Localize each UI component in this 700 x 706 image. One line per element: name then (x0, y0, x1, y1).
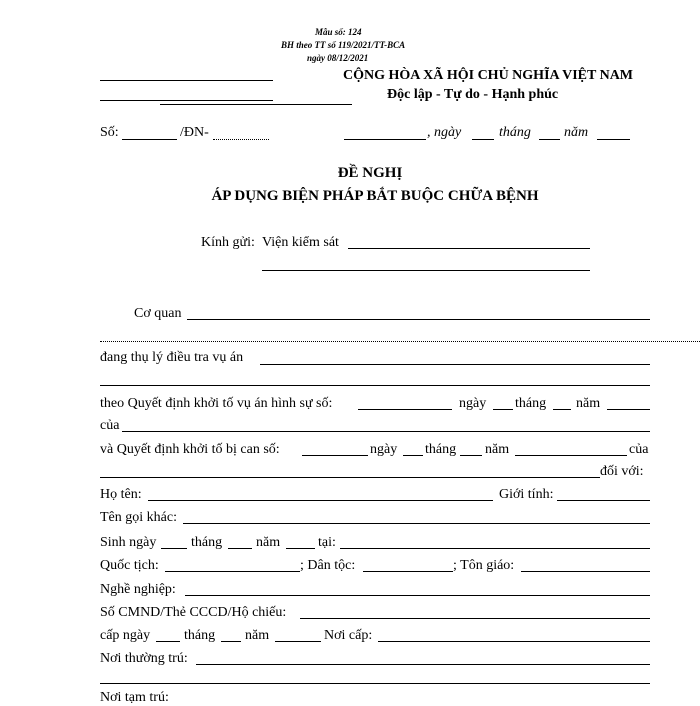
document-subtitle: ÁP DỤNG BIỆN PHÁP BẮT BUỘC CHỮA BỆNH (211, 188, 539, 204)
qd2-month-field[interactable] (460, 455, 482, 456)
noi-cap-field[interactable] (378, 641, 650, 642)
sinh-ngay-label: Sinh ngày (100, 535, 157, 550)
qd1-thang-label: tháng (515, 396, 547, 411)
date-day-field[interactable] (472, 139, 494, 140)
co-quan-label: Cơ quan (134, 306, 182, 321)
case-field-2[interactable] (100, 385, 650, 386)
issue-month-field[interactable] (221, 641, 241, 642)
qd1-nam-label: năm (576, 396, 601, 411)
recipient-field[interactable] (348, 248, 590, 249)
issue-nam-label: năm (245, 628, 270, 643)
case-field[interactable] (260, 364, 650, 365)
qd1-month-field[interactable] (553, 409, 571, 410)
dang-thu-ly-label: đang thụ lý điều tra vụ án (100, 350, 244, 365)
cua-label-2: của (629, 442, 649, 457)
cua-field-2[interactable] (100, 477, 600, 478)
form-legal-date: ngày 08/12/2021 (307, 53, 369, 63)
dan-toc-field[interactable] (363, 571, 453, 572)
form-legal-basis: BH theo TT số 119/2021/TT-BCA (281, 40, 406, 50)
national-title: CỘNG HÒA XÃ HỘI CHỦ NGHĨA VIỆT NAM (343, 68, 634, 83)
birth-year-field[interactable] (286, 548, 315, 549)
ho-ten-field[interactable] (148, 500, 493, 501)
date-year-field[interactable] (597, 139, 630, 140)
qd2-nam-label: năm (485, 442, 510, 457)
cua-label-1: của (100, 418, 120, 433)
qd2-year-field[interactable] (515, 455, 627, 456)
recipient-prefix: Kính gửi: (201, 235, 255, 250)
noi-thuong-tru-label: Nơi thường trú: (100, 651, 188, 666)
issue-day-field[interactable] (156, 641, 180, 642)
noi-thuong-tru-field-2[interactable] (100, 683, 650, 684)
va-qd-label: và Quyết định khởi tố bị can số: (100, 442, 280, 457)
quoc-tich-field[interactable] (165, 571, 300, 572)
qd2-day-field[interactable] (403, 455, 423, 456)
noi-tam-tru-label: Nơi tạm trú: (100, 690, 169, 705)
qd1-year-field[interactable] (607, 409, 650, 410)
issue-year-field[interactable] (275, 641, 321, 642)
date-thang-label: tháng (499, 125, 531, 140)
noi-thuong-tru-field[interactable] (196, 664, 650, 665)
noi-cap-label: Nơi cấp: (324, 628, 373, 643)
qd2-ngay-label: ngày (370, 442, 398, 457)
qd1-day-field[interactable] (493, 409, 513, 410)
nghe-nghiep-label: Nghề nghiệp: (100, 582, 176, 597)
birth-thang-label: tháng (191, 535, 223, 550)
agency-name-line[interactable] (100, 80, 273, 81)
birth-place-field[interactable] (340, 548, 650, 549)
qd2-thang-label: tháng (425, 442, 457, 457)
quoc-tich-label: Quốc tịch: (100, 558, 159, 573)
co-quan-field-2[interactable] (100, 341, 700, 342)
date-month-field[interactable] (539, 139, 560, 140)
so-field[interactable] (122, 139, 177, 140)
gioi-tinh-field[interactable] (557, 500, 650, 501)
ho-ten-label: Họ tên: (100, 487, 142, 502)
issue-thang-label: tháng (184, 628, 216, 643)
cap-ngay-label: cấp ngày (100, 628, 151, 643)
agency-sub-line[interactable] (100, 100, 273, 101)
qd-bi-can-number-field[interactable] (302, 455, 368, 456)
cua-field-1[interactable] (122, 431, 650, 432)
birth-nam-label: năm (256, 535, 281, 550)
recipient-name: Viện kiểm sát (262, 235, 339, 250)
qd1-ngay-label: ngày (459, 396, 487, 411)
gioi-tinh-label: Giới tính: (499, 487, 554, 502)
place-field[interactable] (344, 139, 426, 140)
date-nam-label: năm (564, 125, 589, 140)
qd-vu-an-number-field[interactable] (358, 409, 452, 410)
so-label: Số: (100, 125, 119, 140)
dn-suffix-field[interactable] (213, 139, 269, 140)
ton-giao-label: ; Tôn giáo: (453, 558, 515, 573)
dn-label: /ĐN- (180, 125, 209, 140)
nghe-nghiep-field[interactable] (185, 595, 650, 596)
co-quan-field[interactable] (187, 319, 650, 320)
doi-voi-label: đối với: (600, 464, 644, 479)
date-ngay-label: , ngày (427, 125, 462, 140)
ton-giao-field[interactable] (521, 571, 650, 572)
tai-label: tại: (318, 535, 336, 550)
ten-goi-khac-label: Tên gọi khác: (100, 510, 177, 525)
cmnd-field[interactable] (300, 618, 650, 619)
document-title: ĐỀ NGHỊ (337, 165, 403, 181)
theo-qd-label: theo Quyết định khởi tố vụ án hình sự số: (100, 396, 333, 411)
header-underline (160, 104, 352, 105)
ten-goi-khac-field[interactable] (183, 523, 650, 524)
dan-toc-label: ; Dân tộc: (300, 558, 356, 573)
birth-day-field[interactable] (161, 548, 187, 549)
recipient-field-2[interactable] (262, 270, 590, 271)
cmnd-label: Số CMND/Thẻ CCCD/Hộ chiếu: (100, 605, 287, 620)
form-number: Mẫu số: 124 (315, 27, 362, 37)
motto: Độc lập - Tự do - Hạnh phúc (387, 87, 559, 102)
birth-month-field[interactable] (228, 548, 252, 549)
